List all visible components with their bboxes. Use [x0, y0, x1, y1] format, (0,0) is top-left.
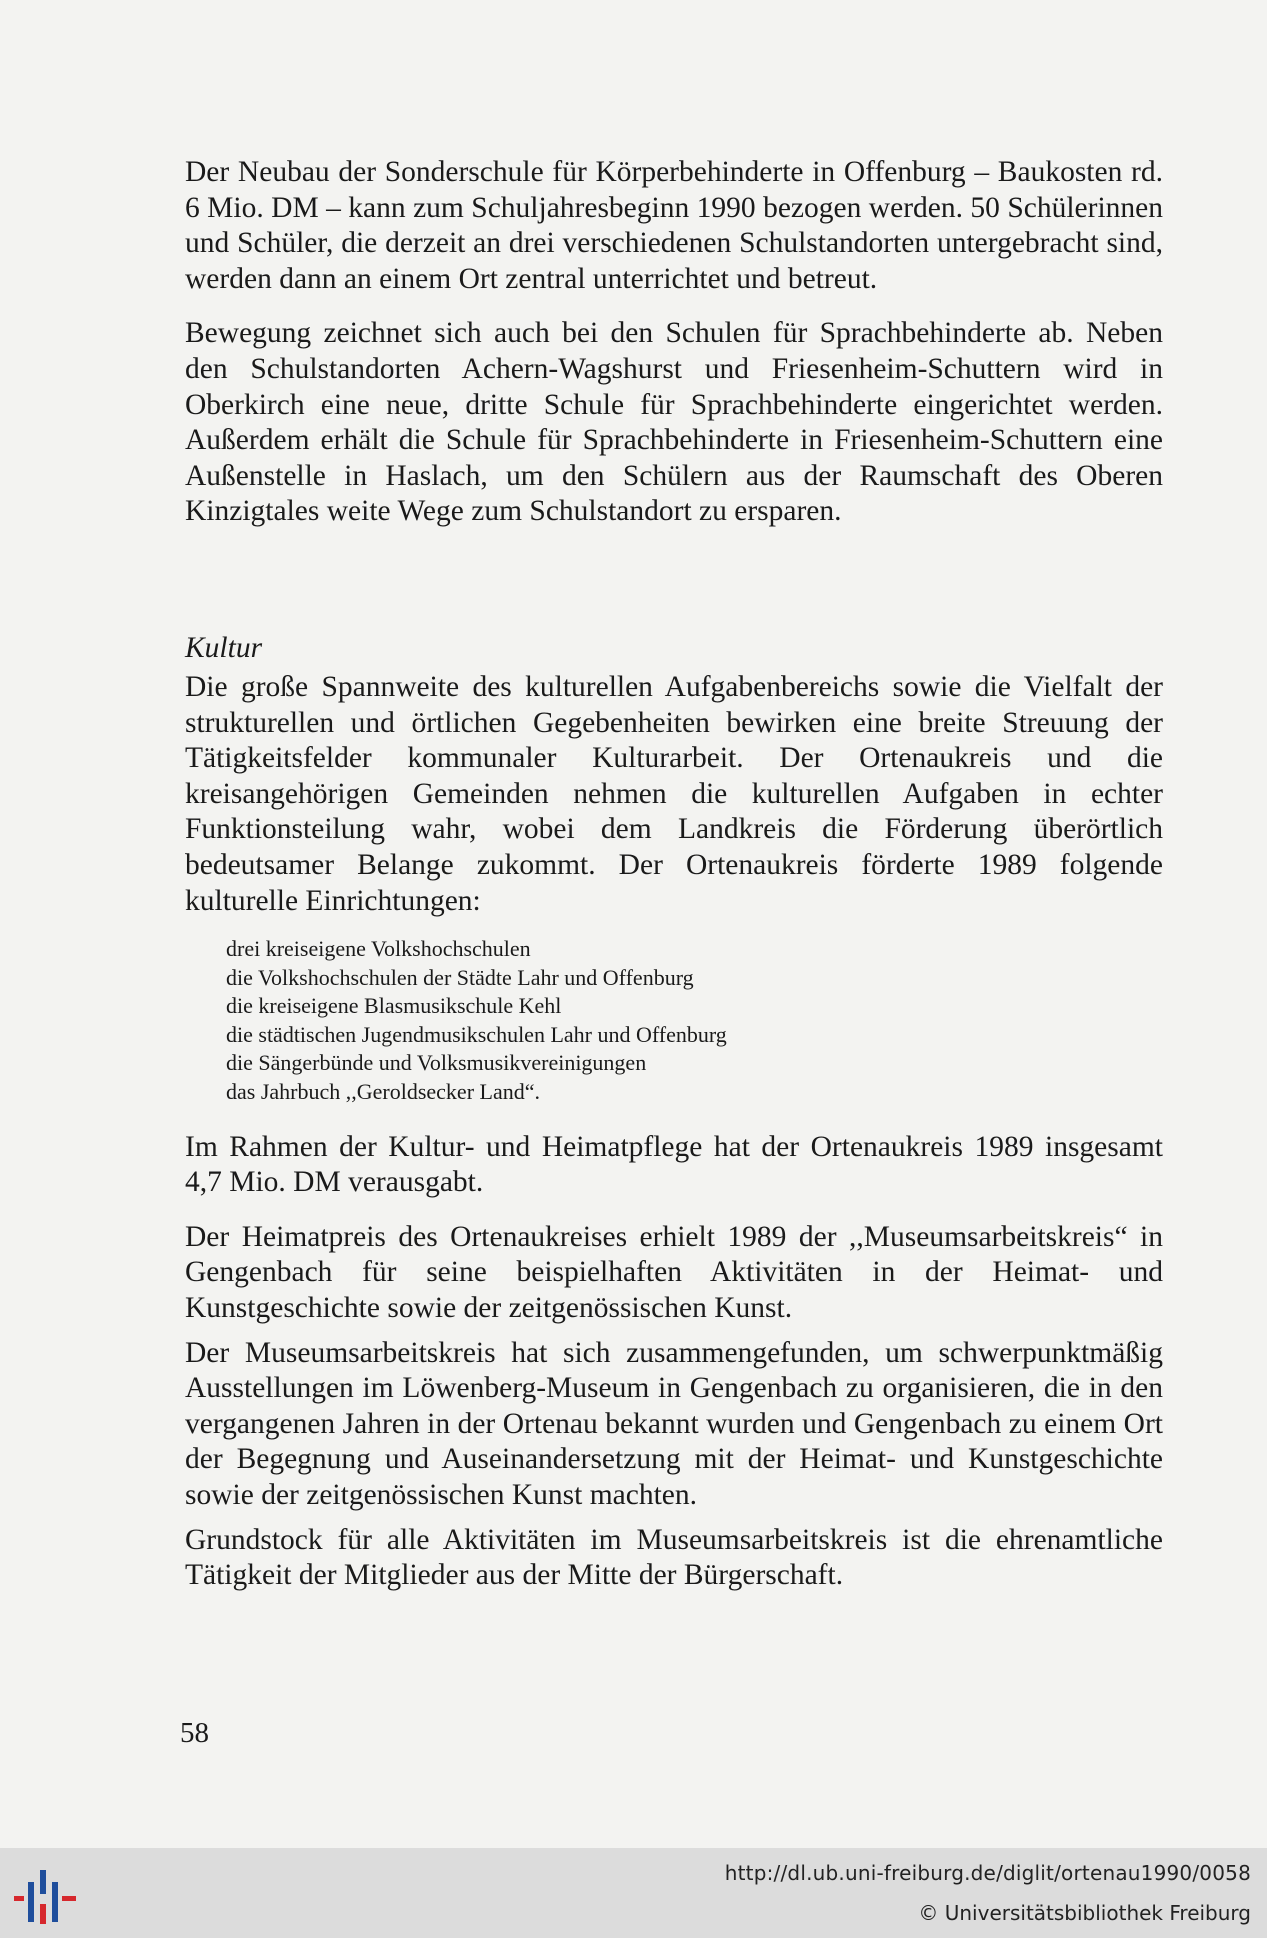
source-url-link[interactable]: http://dl.ub.uni-freiburg.de/diglit/ortenau1990/0058 — [724, 1861, 1251, 1885]
list-item: die Sängerbünde und Volksmusikvereinigungen — [226, 1050, 647, 1076]
page-body — [185, 155, 1163, 1594]
section-heading-kultur: Kultur — [185, 631, 263, 664]
paragraph-grundstock: Grundstock für alle Aktivitäten im Museumsarbeitskreis ist die ehrenamtliche Tätigkeit der Mitglieder aus der Mitte der Bürgerschaft. — [185, 1523, 1163, 1592]
list-item: das Jahrbuch ,,Geroldsecker Land“. — [226, 1079, 540, 1105]
list-item: die städtischen Jugendmusikschulen Lahr und Offenburg — [226, 1021, 727, 1047]
footer-bar — [0, 1848, 1267, 1938]
list-item: die kreiseigene Blasmusikschule Kehl — [226, 993, 562, 1019]
list-item: drei kreiseigene Volkshochschulen — [226, 936, 531, 962]
list-item: die Volkshochschulen der Städte Lahr und Offenburg — [226, 964, 694, 990]
institutions-list — [185, 935, 1163, 1107]
paragraph-heimatpflege: Im Rahmen der Kultur- und Heimatpflege hat der Ortenaukreis 1989 insgesamt 4,7 Mio. DM verausgabt. — [185, 1130, 1163, 1199]
paragraph-sonderschule: Der Neubau der Sonderschule für Körperbehinderte in Offenburg – Baukosten rd. 6 Mio. DM – kann zum Schuljahresbeginn 1990 bezogen werden. 50 Schülerinnen und Schüler, die derzeit an drei verschiedenen Schulstandorten untergebracht sind, werden dann an einem Ort zentral unterrichtet und betreut. — [185, 156, 1163, 295]
paragraph-museumsarbeitskreis: Der Museumsarbeitskreis hat sich zusammengefunden, um schwerpunktmäßig Ausstellungen im Löwenberg-Museum in Gengenbach zu organisieren, die in den vergangenen Jahren in der Ortenau bekannt wurden und Gengenbach zu einem Ort der Begegnung und Auseinandersetzung mit der Heimat- und Kunstgeschichte sowie der zeitgenössischen Kunst machten. — [185, 1336, 1163, 1511]
page-number: 58 — [180, 1717, 209, 1749]
copyright-notice: © Universitätsbibliothek Freiburg — [918, 1901, 1251, 1925]
paragraph-sprachbehinderte: Bewegung zeichnet sich auch bei den Schulen für Sprachbehinderte ab. Neben den Schulstandorten Achern-Wagshurst und Friesenheim-Schuttern wird in Oberkirch eine neue, dritte Schule für Sprachbehinderte eingerichtet werden. Außerdem erhält die Schule für Sprachbehinderte in Friesenheim-Schuttern eine Außenstelle in Haslach, um den Schülern aus der Raumschaft des Oberen Kinzigtales weite Wege zum Schulstandort zu ersparen. — [185, 317, 1163, 528]
ub-freiburg-logo-icon — [14, 1870, 78, 1928]
paragraph-kultur-intro: Die große Spannweite des kulturellen Aufgabenbereichs sowie die Vielfalt der strukturellen und örtlichen Gegebenheiten bewirken eine breite Streuung der Tätigkeitsfelder kommunaler Kulturarbeit. Der Ortenaukreis und die kreisangehörigen Gemeinden nehmen die kulturellen Aufgaben in echter Funktionsteilung wahr, wobei dem Landkreis die Förderung überörtlich bedeutsamer Belange zukommt. Der Ortenaukreis förderte 1989 folgende kulturelle Einrichtungen: — [185, 670, 1163, 917]
paragraph-heimatpreis: Der Heimatpreis des Ortenaukreises erhielt 1989 der ,,Museumsarbeitskreis“ in Gengenbach für seine beispielhaften Aktivitäten in der Heimat- und Kunstgeschichte sowie der zeitgenössischen Kunst. — [185, 1220, 1163, 1325]
